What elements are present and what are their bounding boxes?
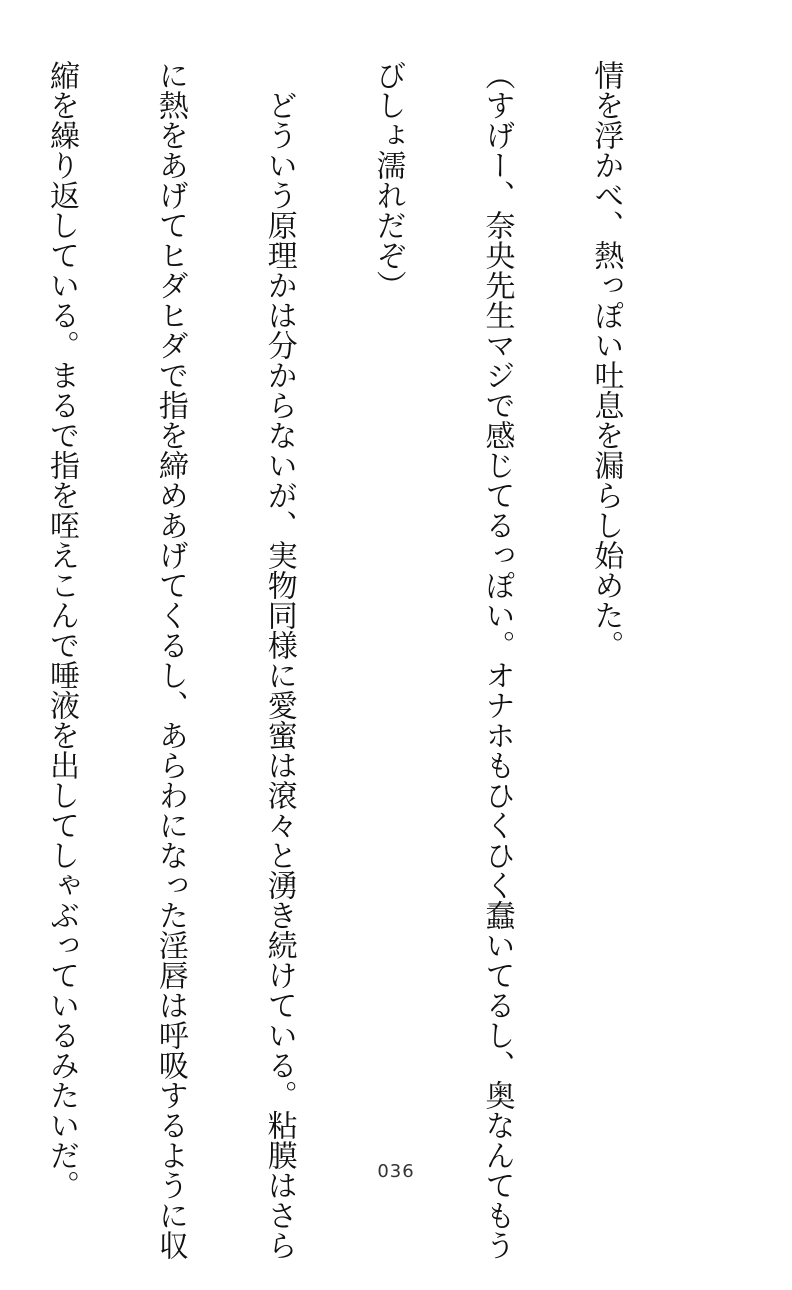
- text-line: 縮を繰り返している。まるで指を咥えこんで唾液を出してしゃぶっているみたいだ。: [43, 60, 79, 1200]
- text-line: どういう原理かは分からないが、実物同様に愛蜜は滾々と湧き続けている。粘膜はさら: [261, 60, 297, 1260]
- text-line: （すげー、奈央先生マジで感じてるっぽい。オナホもひくひく蠢いてるし、奥なんてもう: [479, 60, 515, 1260]
- text-line: びしょ濡れだぞ）: [370, 60, 406, 300]
- text-line: 情を浮かべ、熱っぽい吐息を漏らし始めた。: [588, 60, 624, 660]
- text-line: に熱をあげてヒダヒダで指を締めあげてくるし、あらわになった淫唇は呼吸するように収: [152, 60, 188, 1260]
- page-number: 036: [377, 1161, 415, 1182]
